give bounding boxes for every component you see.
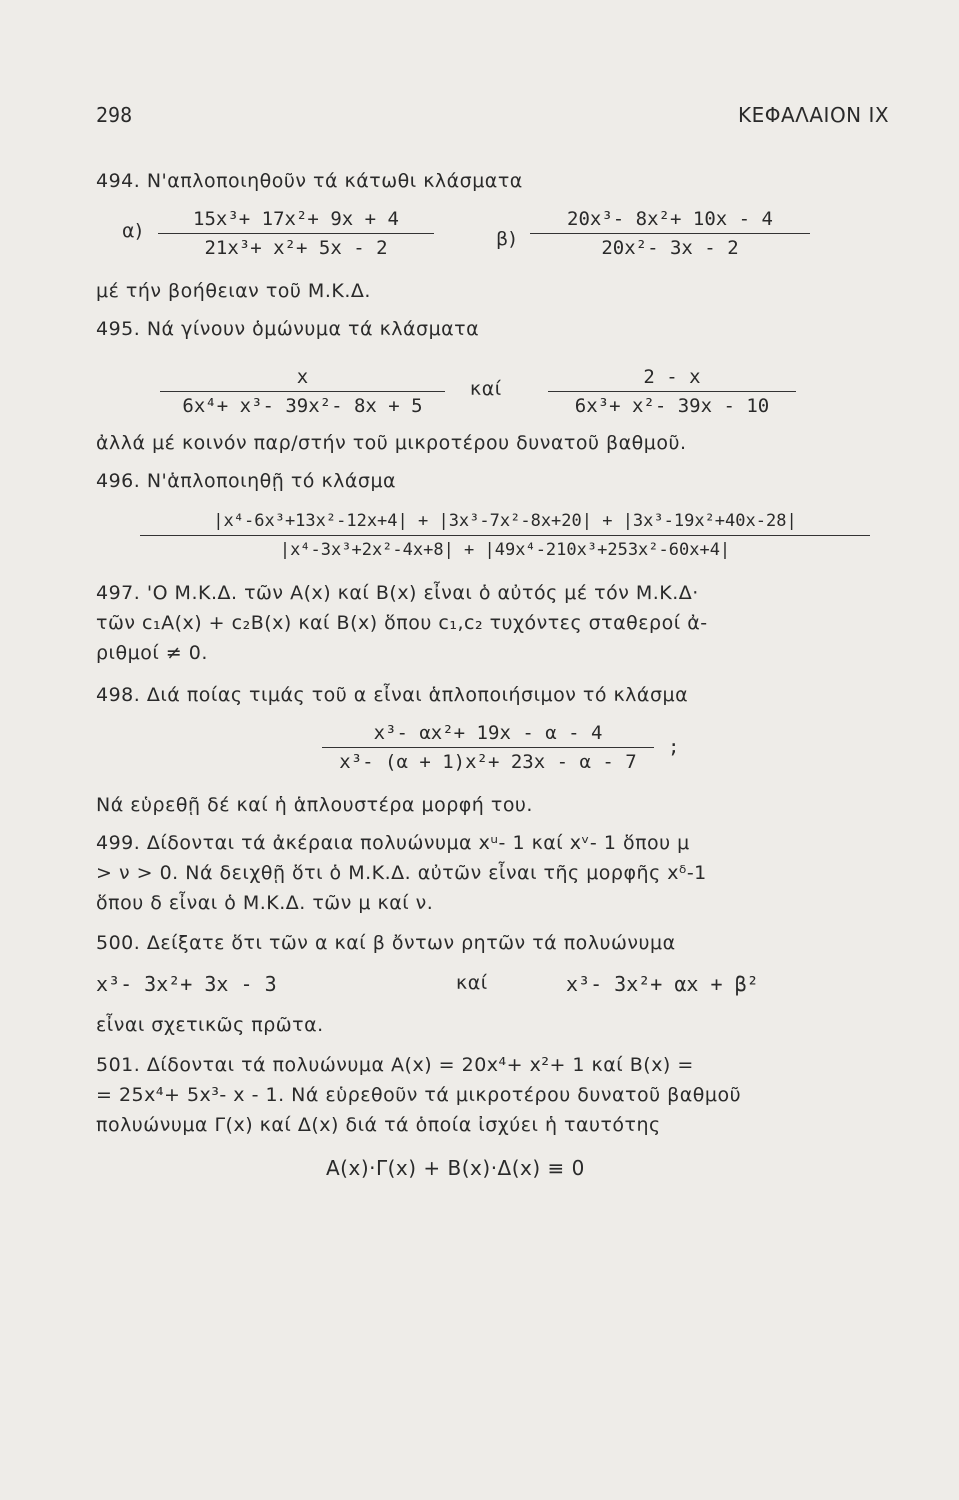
exercise-494-footer: μέ τήν βοήθειαν τοῦ Μ.Κ.Δ. (96, 280, 371, 302)
fraction-denominator: 20x²- 3x - 2 (601, 237, 739, 259)
fraction-bar (530, 233, 810, 234)
exercise-500-polynomial-2: x³- 3x²+ αx + β² (566, 972, 759, 996)
exercise-496-fraction (140, 508, 870, 563)
fraction-numerator: x (296, 366, 309, 388)
page-number: 298 (96, 103, 133, 127)
fraction-denominator: 6x³+ x²- 39x - 10 (574, 395, 770, 417)
exercise-500-polynomial-1: x³- 3x²+ 3x - 3 (96, 972, 277, 996)
fraction-bar (140, 535, 870, 536)
exercise-497-line-3: ριθμοί ≠ 0. (96, 642, 208, 664)
exercise-494-label-b: β) (496, 228, 517, 250)
fraction-numerator: 2 - x (643, 366, 701, 388)
exercise-499-line-3: ὅπου δ εἶναι ὁ Μ.Κ.Δ. τῶν μ καί ν. (96, 892, 434, 914)
exercise-495-footer: ἀλλά μέ κοινόν παρ/στήν τοῦ μικροτέρου δυνατοῦ βαθμοῦ. (96, 432, 687, 454)
fraction-denominator: 6x⁴+ x³- 39x²- 8x + 5 (182, 395, 423, 417)
fraction-bar (548, 391, 796, 392)
exercise-494-title: 494. Ν'απλοποιηθοῦν τά κάτωθι κλάσματα (96, 170, 523, 192)
fraction-numerator: |x⁴-6x³+13x²-12x+4| + |3x³-7x²-8x+20| + |3x³-19x²+40x-28| (213, 511, 797, 531)
exercise-501-line-3: πολυώνυμα Γ(x) καί Δ(x) διά τά ὁποία ἰσχύει ἡ ταυτότης (96, 1114, 661, 1136)
exercise-494-fraction-b (530, 206, 810, 261)
exercise-501-identity: Α(x)·Γ(x) + Β(x)·Δ(x) ≡ 0 (326, 1156, 585, 1180)
exercise-498-title: 498. Διά ποίας τιμάς τοῦ α εἶναι ἁπλοποιήσιμον τό κλάσμα (96, 684, 689, 706)
exercise-498-footer: Νά εὑρεθῇ δέ καί ἡ ἁπλουστέρα μορφή του. (96, 794, 533, 816)
exercise-495-fraction-1 (160, 364, 445, 419)
fraction-bar (158, 233, 434, 234)
exercise-496-title: 496. Ν'ἁπλοποιηθῇ τό κλάσμα (96, 470, 397, 492)
chapter-title: ΚΕΦΑΛΑΙΟΝ ΙΧ (738, 103, 890, 127)
fraction-denominator: 21x³+ x²+ 5x - 2 (204, 237, 388, 259)
fraction-bar (160, 391, 445, 392)
exercise-495-fraction-2 (548, 364, 796, 419)
exercise-498-fraction (322, 720, 654, 775)
exercise-495-conjunction: καί (470, 378, 502, 400)
exercise-494-label-a: α) (122, 220, 143, 242)
exercise-498-question-mark: ; (668, 736, 680, 758)
fraction-denominator: x³- (α + 1)x²+ 23x - α - 7 (339, 751, 637, 773)
exercise-499-line-1: 499. Δίδονται τά ἀκέραια πολυώνυμα xᵘ- 1 καί xᵛ- 1 ὅπου μ (96, 832, 690, 854)
exercise-499-line-2: > ν > 0. Νά δειχθῇ ὅτι ὁ Μ.Κ.Δ. αὐτῶν εἶναι τῆς μορφῆς xᵟ-1 (96, 862, 707, 884)
fraction-numerator: x³- αx²+ 19x - α - 4 (373, 722, 603, 744)
exercise-497-line-2: τῶν c₁Α(x) + c₂Β(x) καί Β(x) ὅπου c₁,c₂ τυχόντες σταθεροί ἀ- (96, 612, 708, 634)
exercise-500-footer: εἶναι σχετικῶς πρῶτα. (96, 1014, 324, 1036)
exercise-501-line-2: = 25x⁴+ 5x³- x - 1. Νά εὑρεθοῦν τά μικροτέρου δυνατοῦ βαθμοῦ (96, 1084, 742, 1106)
exercise-500-conjunction: καί (456, 972, 488, 994)
fraction-bar (322, 747, 654, 748)
fraction-numerator: 20x³- 8x²+ 10x - 4 (567, 208, 773, 230)
fraction-numerator: 15x³+ 17x²+ 9x + 4 (193, 208, 399, 230)
exercise-494-fraction-a (158, 206, 434, 261)
exercise-497-line-1: 497. 'Ο Μ.Κ.Δ. τῶν Α(x) καί Β(x) εἶναι ὁ αὐτός μέ τόν Μ.Κ.Δ· (96, 582, 699, 604)
exercise-501-line-1: 501. Δίδονται τά πολυώνυμα Α(x) = 20x⁴+ x²+ 1 καί Β(x) = (96, 1054, 694, 1076)
fraction-denominator: |x⁴-3x³+2x²-4x+8| + |49x⁴-210x³+253x²-60x+4| (279, 540, 731, 560)
exercise-500-title: 500. Δείξατε ὅτι τῶν α καί β ὄντων ρητῶν τά πολυώνυμα (96, 932, 676, 954)
exercise-495-title: 495. Νά γίνουν ὁμώνυμα τά κλάσματα (96, 318, 480, 340)
